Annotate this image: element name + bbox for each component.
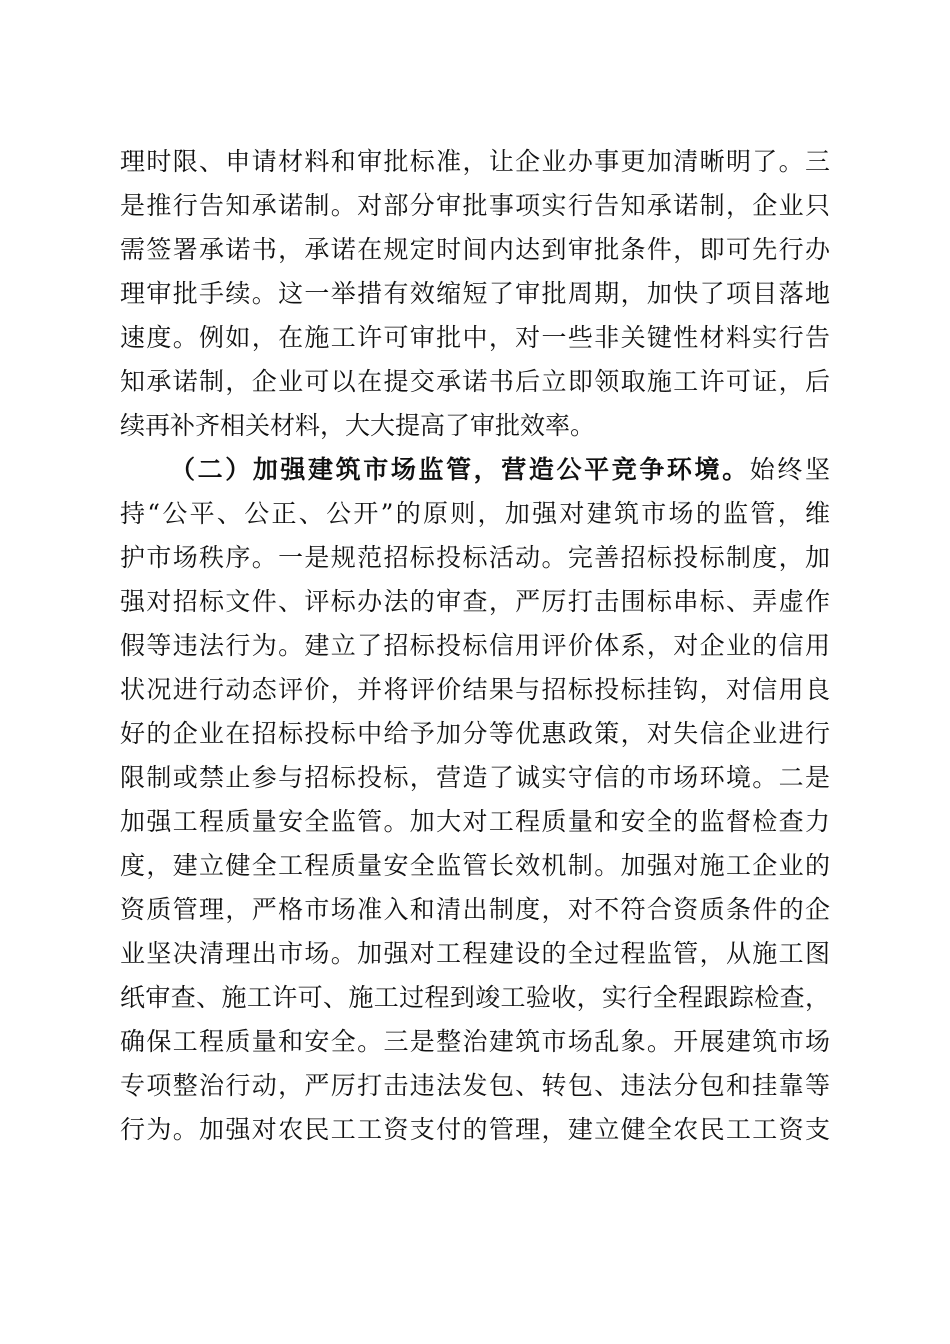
body-text-line: 业坚决清理出市场。加强对工程建设的全过程监管，从施工图 bbox=[120, 939, 830, 968]
body-text-line: 续再补齐相关材料，大大提高了审批效率。 bbox=[120, 411, 596, 440]
body-text-line: 专项整治行动，严厉打击违法发包、转包、违法分包和挂靠等 bbox=[120, 1071, 830, 1100]
body-text-line: 需签署承诺书，承诺在规定时间内达到审批条件，即可先行办 bbox=[120, 235, 830, 264]
body-text-line: 资质管理，严格市场准入和清出制度，对不符合资质条件的企 bbox=[120, 895, 830, 924]
body-text-line: 好的企业在招标投标中给予加分等优惠政策，对失信企业进行 bbox=[120, 719, 830, 748]
body-text-line: 理审批手续。这一举措有效缩短了审批周期，加快了项目落地 bbox=[120, 279, 830, 308]
body-text-line: 知承诺制，企业可以在提交承诺书后立即领取施工许可证，后 bbox=[120, 367, 830, 396]
body-text-line: 确保工程质量和安全。三是整治建筑市场乱象。开展建筑市场 bbox=[120, 1027, 830, 1056]
section-heading-line bbox=[170, 448, 830, 492]
body-text-line: 假等违法行为。建立了招标投标信用评价体系，对企业的信用 bbox=[120, 631, 830, 660]
body-text-line: 理时限、申请材料和审批标准，让企业办事更加清晰明了。三 bbox=[120, 147, 830, 176]
body-text-line: 强对招标文件、评标办法的审查，严厉打击围标串标、弄虚作 bbox=[120, 587, 830, 616]
body-text-line: 加强工程质量安全监管。加大对工程质量和安全的监督检查力 bbox=[120, 807, 830, 836]
body-text-line: 护市场秩序。一是规范招标投标活动。完善招标投标制度，加 bbox=[120, 543, 830, 572]
body-text-line: 纸审查、施工许可、施工过程到竣工验收，实行全程跟踪检查， bbox=[120, 983, 830, 1012]
body-text-line: 速度。例如，在施工许可审批中，对一些非关键性材料实行告 bbox=[120, 323, 830, 352]
body-text-line: 度，建立健全工程质量安全监管长效机制。加强对施工企业的 bbox=[120, 851, 830, 880]
heading-line-rest: 始终坚 bbox=[749, 455, 830, 484]
body-text-line: 持“公平、公正、公开”的原则，加强对建筑市场的监管，维 bbox=[120, 499, 830, 528]
body-text-line: 行为。加强对农民工工资支付的管理，建立健全农民工工资支 bbox=[120, 1115, 830, 1144]
body-text-line: 状况进行动态评价，并将评价结果与招标投标挂钩，对信用良 bbox=[120, 675, 830, 704]
section-heading: （二）加强建筑市场监管，营造公平竞争环境。 bbox=[170, 455, 750, 484]
body-text-line: 是推行告知承诺制。对部分审批事项实行告知承诺制，企业只 bbox=[120, 191, 830, 220]
body-text-line: 限制或禁止参与招标投标，营造了诚实守信的市场环境。二是 bbox=[120, 763, 830, 792]
